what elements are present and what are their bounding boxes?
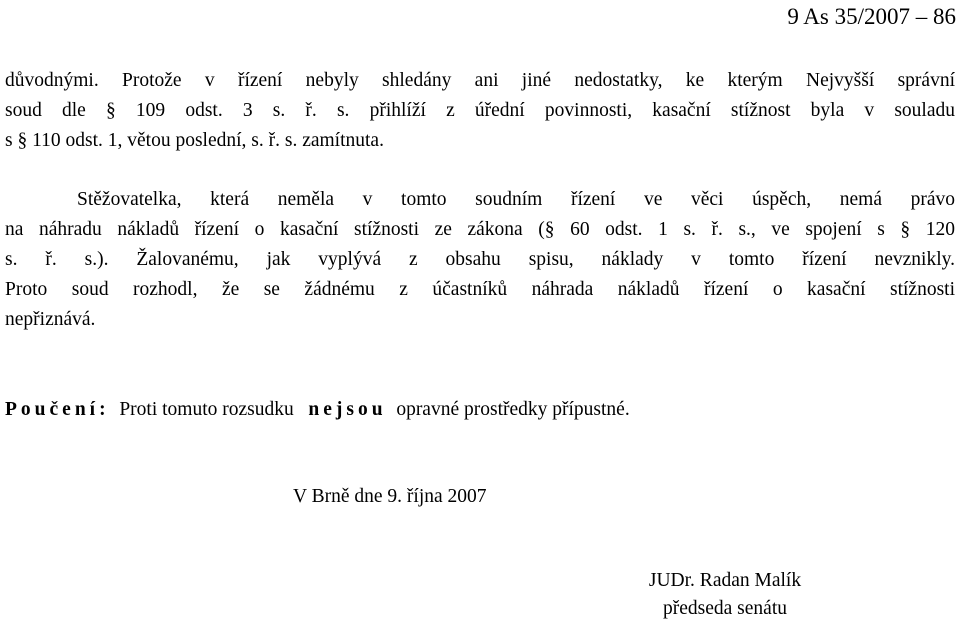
paragraph-line: Stěžovatelka, která neměla v tomto soudním řízení ve věci úspěch, nemá právo	[77, 189, 955, 210]
instruction-text-after: opravné prostředky přípustné.	[396, 399, 630, 420]
case-reference: 9 As 35/2007 – 86	[787, 4, 956, 29]
instruction-label: Poučení:	[5, 399, 110, 420]
paragraph-line: s § 110 odst. 1, větou poslední, s. ř. s. zamítnuta.	[5, 130, 384, 151]
instruction-text-before: Proti tomuto rozsudku	[119, 399, 294, 420]
paragraph-decision-reasoning	[5, 66, 955, 156]
paragraph-line: na náhradu nákladů řízení o kasační stížnosti ze zákona (§ 60 odst. 1 s. ř. s., ve spojení s § 120	[5, 219, 955, 240]
paragraph-line: s. ř. s.). Žalovanému, jak vyplývá z obsahu spisu, náklady v tomto řízení nevznikly.	[5, 249, 955, 270]
date-place: V Brně dne 9. října 2007	[293, 486, 487, 507]
signatory-name: JUDr. Radan Malík	[648, 570, 802, 591]
paragraph-line: nepřiznává.	[5, 309, 96, 330]
signature-block	[560, 567, 890, 623]
instruction-emphasis: nejsou	[308, 399, 387, 420]
paragraph-line: důvodnými. Protože v řízení nebyly shledány ani jiné nedostatky, ke kterým Nejvyšší správní	[5, 70, 955, 91]
paragraph-costs	[5, 185, 955, 335]
paragraph-line: soud dle § 109 odst. 3 s. ř. s. přihlíží z úřední povinnosti, kasační stížnost byla v souladu	[5, 100, 955, 121]
legal-instruction	[5, 395, 630, 425]
paragraph-line: Proto soud rozhodl, že se žádnému z účastníků náhrada nákladů řízení o kasační stížnosti	[5, 279, 955, 300]
signatory-role: předseda senátu	[663, 598, 787, 619]
